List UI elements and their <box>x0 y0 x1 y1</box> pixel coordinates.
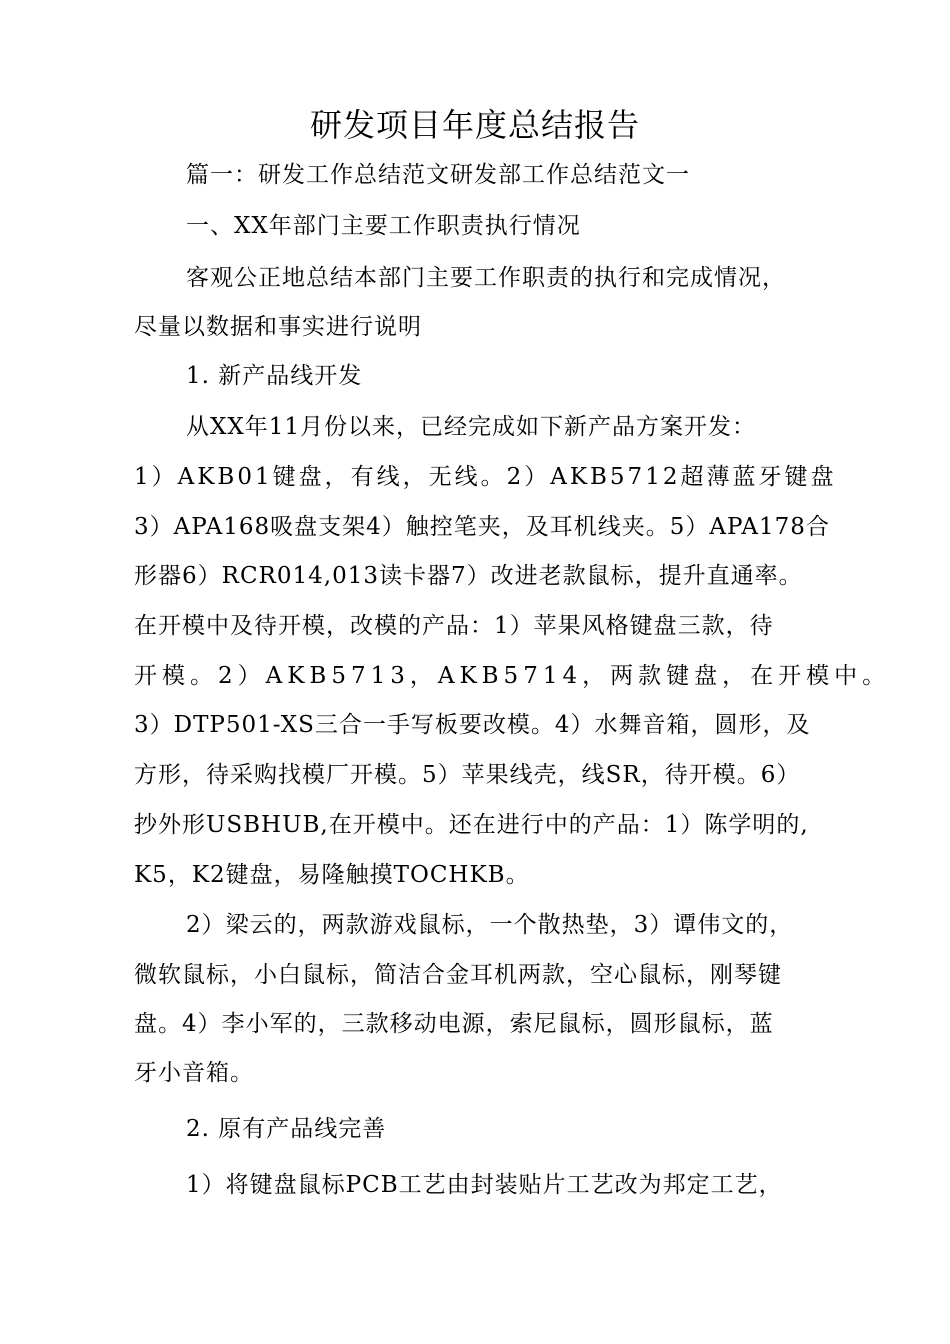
paragraph-line: 尽量以数据和事实进行说明 <box>134 314 422 340</box>
subsection-heading: 1. 新产品线开发 <box>186 363 363 389</box>
paragraph-line: 在开模中及待开模，改模的产品：1）苹果风格键盘三款，待 <box>134 613 774 639</box>
section-heading: 一、XX年部门主要工作职责执行情况 <box>186 213 581 239</box>
document-title: 研发项目年度总结报告 <box>309 106 640 144</box>
paragraph-line: 盘。4）李小军的，三款移动电源，索尼鼠标，圆形鼠标，蓝 <box>134 1011 774 1037</box>
paragraph-line: 篇一：研发工作总结范文研发部工作总结范文一 <box>186 162 690 188</box>
paragraph-line: 抄外形USBHUB,在开模中。还在进行中的产品：1）陈学明的, <box>134 812 809 838</box>
paragraph-line: 1）将键盘鼠标PCB工艺由封装贴片工艺改为邦定工艺， <box>186 1172 783 1198</box>
paragraph-line: 3）APA168吸盘支架4）触控笔夹，及耳机线夹。5）APA178合 <box>134 514 830 540</box>
paragraph-line: 客观公正地总结本部门主要工作职责的执行和完成情况， <box>186 265 786 291</box>
paragraph-line: 形器6）RCR014,013读卡器7）改进老款鼠标，提升直通率。 <box>134 563 803 589</box>
subsection-heading: 2. 原有产品线完善 <box>186 1116 387 1142</box>
paragraph-line: 2）梁云的，两款游戏鼠标，一个散热垫，3）谭伟文的， <box>186 912 794 938</box>
paragraph-line: 从XX年11月份以来，已经完成如下新产品方案开发： <box>186 414 757 440</box>
paragraph-line: 牙小音箱。 <box>134 1060 254 1086</box>
paragraph-line: 方形，待采购找模厂开模。5）苹果线壳，线SR，待开模。6） <box>134 762 801 788</box>
paragraph-line: 3）DTP501-XS三合一手写板要改模。4）水舞音箱，圆形，及 <box>134 712 811 738</box>
paragraph-line: 1）AKB01键盘，有线，无线。2）AKB5712超薄蓝牙键盘 <box>134 464 837 490</box>
paragraph-line: 微软鼠标，小白鼠标，简洁合金耳机两款，空心鼠标，刚琴键 <box>134 962 782 988</box>
paragraph-line: K5，K2键盘，易隆触摸TOCHKB。 <box>134 862 530 888</box>
paragraph-line: 开模。2）AKB5713，AKB5714，两款键盘，在开模中。 <box>134 663 891 689</box>
